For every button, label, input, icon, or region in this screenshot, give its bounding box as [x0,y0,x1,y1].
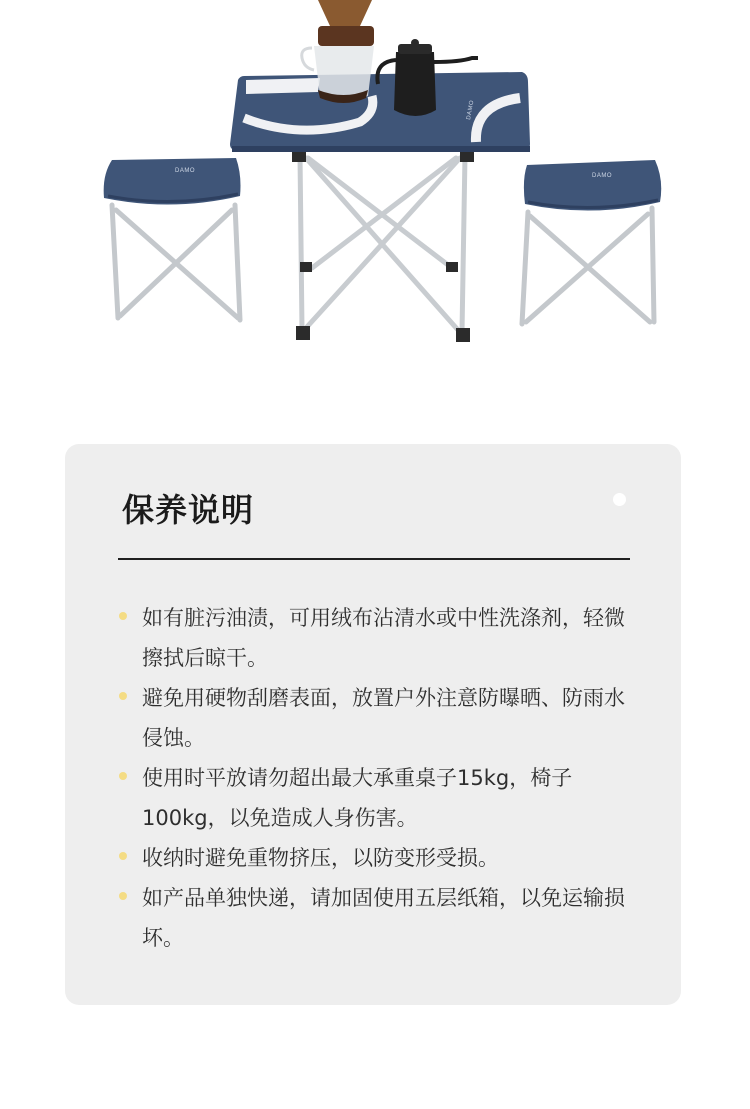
list-item-text: 使用时平放请勿超出最大承重桌子15kg，椅子100kg，以免造成人身伤害。 [142,766,573,830]
right-stool-brand: DAMO [592,173,612,179]
bullet-dot [119,772,127,780]
title-divider [118,558,630,560]
table-brand: DAMO [466,99,476,121]
folding-table-set-illustration [0,0,750,380]
bullet-dot [119,692,127,700]
list-item-text: 收纳时避免重物挤压，以防变形受损。 [142,846,499,870]
product-hero [0,0,750,380]
list-item [115,758,627,838]
bullet-dot [119,852,127,860]
care-list [115,598,627,958]
left-stool-brand: DAMO [175,168,195,174]
left-stool [104,158,241,320]
list-item [115,878,627,958]
list-item-text: 如有脏污油渍，可用绒布沾清水或中性洗涤剂，轻微擦拭后晾干。 [142,606,625,670]
care-instructions-card [65,444,681,1005]
list-item-text: 如产品单独快递，请加固使用五层纸箱，以免运输损坏。 [142,886,625,950]
right-stool [522,160,661,324]
table-legs [292,150,474,342]
list-item [115,838,627,878]
card-title: 保养说明 [122,491,255,529]
list-item [115,678,627,758]
bullet-dot [119,612,127,620]
list-item-text: 避免用硬物刮磨表面，放置户外注意防曝晒、防雨水侵蚀。 [142,686,625,750]
decorative-dot [613,493,626,506]
list-item [115,598,627,678]
table-top [230,72,530,152]
bullet-dot [119,892,127,900]
